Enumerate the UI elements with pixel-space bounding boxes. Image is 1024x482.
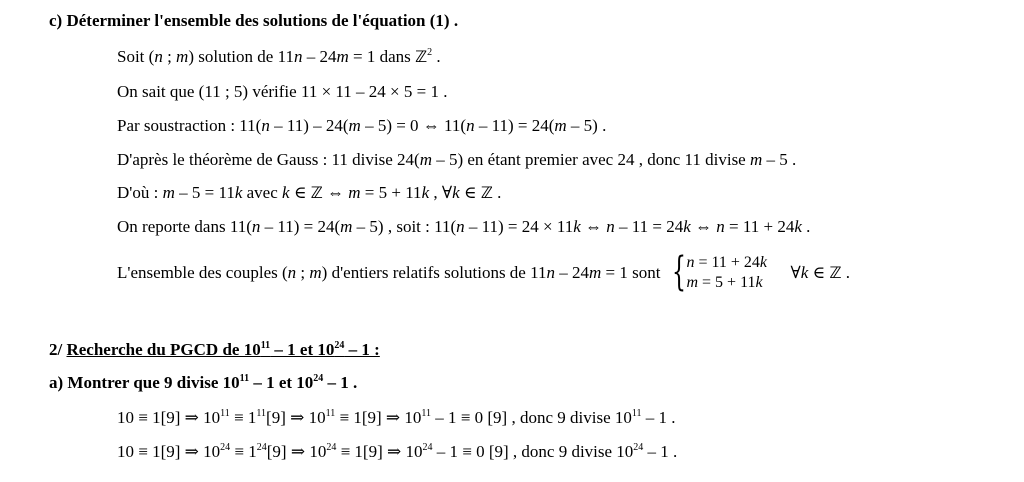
solution-line-2: On sait que (11 ; 5) vérifie 11 × 11 – 24 × 5 = 1 . [117, 82, 448, 101]
left-brace-icon: { [672, 249, 687, 296]
solution-line-3: Par soustraction : 11(n – 11) – 24(m – 5) = 0 ⇔ 11(n – 11) = 24(m – 5) . [117, 116, 607, 135]
section-2a-heading: a) Montrer que 9 divise $10^{11} - 1$ et $10^{24} - 1$ . [49, 373, 358, 392]
solution-line-6: On reporte dans 11(n – 11) = 24(m – 5) , soit : 11(n – 11) = 24 × 11k ⇔ n – 11 = 24k ⇔ n = 11 + 24k . [117, 217, 811, 236]
solution-line-7: L'ensemble des couples (n ; m) d'entiers relatifs solutions de 11n – 24m = 1 sont { n = 11 + 24k m = 5 + 11k ∀k ∈ ℤ . [117, 249, 850, 296]
section-c-heading: c) Déterminer l'ensemble des solutions de l'équation (1) . [49, 11, 459, 30]
section-2-heading: 2/ Recherche du PGCD de $10^{11} - 1$ et $10^{24} - 1$ : [49, 340, 380, 359]
congruence-line-1: 10 ≡ 1[9] ⇒ $10^{11} \equiv 1^{11}[9]$ ⇒ $10^{11} \equiv 1[9]$ ⇒ $10^{11} - 1 \equiv 0$ [9] , donc 9 divise $10^{11} - 1$ . [117, 408, 676, 427]
integers-symbol: ℤ [414, 47, 428, 66]
solution-line-5: D'où : m – 5 = 11k avec k ∈ ℤ ⇔ m = 5 + 11k , ∀k ∈ ℤ . [117, 183, 502, 202]
equation-system: { n = 11 + 24k m = 5 + 11k [672, 249, 768, 296]
solution-line-4: D'après le théorème de Gauss : 11 divise 24(m – 5) en étant premier avec 24 , donc 11 divise m – 5 . [117, 150, 797, 169]
congruence-line-2: 10 ≡ 1[9] ⇒ $10^{24} \equiv 1^{24}[9]$ ⇒ $10^{24} \equiv 1[9]$ ⇒ $10^{24} - 1 \equiv 0$ [9] , donc 9 divise $10^{24} - 1$ . [117, 442, 678, 461]
solution-line-1: Soit (n ; m) solution de 11n – 24m = 1 dans ℤ$^2$ . [117, 47, 441, 66]
